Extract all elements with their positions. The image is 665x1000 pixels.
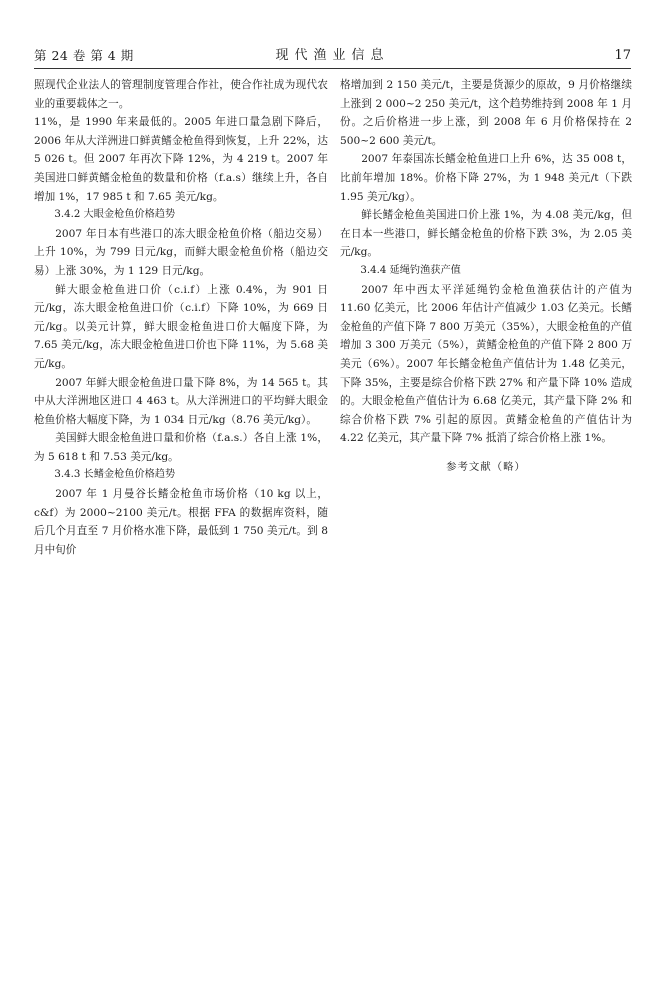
paragraph: 2007 年中西太平洋延绳钓金枪鱼渔获估计的产值为 11.60 亿美元，比 2006 年估计产值减少 1.03 亿美元。长鳍金枪鱼的产值下降 7 800 万美元（35%），大眼金枪鱼的产值增加 3 300 万美元（5%），黄鳍金枪鱼的产值下降 2 800 万美元（6%）。2007 年长鳍金枪鱼产值估计为 1.48 亿美元，下降 35%，主要是综合价格下跌 27% 和产量下降 10% 造成的。大眼金枪鱼产值估计为 6.68 亿美元，其产量下降 2% 和综合价格下跌 7% 引起的原因。黄鳍金枪鱼的产值估计为 4.22 亿美元，其产量下降 7% 抵消了综合价格上涨 1%。 bbox=[340, 283, 632, 445]
page-number: 17 bbox=[614, 48, 631, 63]
paragraph: 格增加到 2 150 美元/t，主要是货源少的原故，9 月价格继续上涨到 2 000~2 250 美元/t，这个趋势维持到 2008 年 1 月份。之后价格进一步上涨，到 2008 年 6 月价格保持在 2 500~2 600 美元/t。 bbox=[340, 79, 632, 147]
running-header bbox=[34, 46, 631, 66]
right-column bbox=[340, 76, 632, 476]
paragraph: 2007 年 1 月曼谷长鳍金枪鱼市场价格（10 kg 以上，c&f）为 2000~2100 美元/t。根据 FFA 的数据库资料，随后几个月直至 7 月价格水准下降，最低到 1 750 美元/t。到 8 月中旬价 bbox=[34, 488, 328, 556]
paragraph: 照现代企业法人的管理制度管理合作社，使合作社成为现代农业的重要载体之一。 bbox=[34, 79, 328, 110]
paragraph: 11%，是 1990 年来最低的。2005 年进口量急剧下降后，2006 年从大洋洲进口鲜黄鳍金枪鱼得到恢复，上升 22%，达 5 026 t。但 2007 年再次下降 12%，为 4 219 t。2007 年美国进口鲜黄鳍金枪鱼的数量和价格（f.a.s）继续上升，各自增加 1%，17 985 t 和 7.65 美元/kg。 bbox=[34, 116, 328, 203]
left-column bbox=[34, 76, 328, 559]
paragraph: 2007 年日本有些港口的冻大眼金枪鱼价格（船边交易）上升 10%，为 799 日元/kg，而鲜大眼金枪鱼价格（船边交易）上涨 30%，为 1 129 日元/kg。 bbox=[34, 227, 328, 277]
paragraph: 2007 年泰国冻长鳍金枪鱼进口上升 6%，达 35 008 t，比前年增加 18%。价格下降 27%，为 1 948 美元/t（下跌 1.95 美元/kg）。 bbox=[340, 153, 632, 203]
paragraph: 鲜长鳍金枪鱼美国进口价上涨 1%，为 4.08 美元/kg，但在日本一些港口，鲜长鳍金枪鱼的价格下跌 3%，为 2.05 美元/kg。 bbox=[340, 209, 632, 259]
section-heading-3-4-2: 3.4.2 大眼金枪鱼价格趋势 bbox=[54, 209, 176, 221]
paragraph: 鲜大眼金枪鱼进口价（c.i.f）上涨 0.4%，为 901 日元/kg，冻大眼金枪鱼进口价（c.i.f）下降 10%，为 669 日元/kg。以美元计算，鲜大眼金枪鱼进口价大幅度下降，为 7.65 美元/kg，冻大眼金枪鱼进口价也下降 11%，为 5.68 美元/kg。 bbox=[34, 283, 328, 370]
journal-title: 现代渔业信息 bbox=[275, 48, 390, 63]
references-note: 参考文献（略） bbox=[446, 460, 526, 473]
volume-issue: 第 24 卷 第 4 期 bbox=[34, 48, 134, 63]
paragraph: 美国鲜大眼金枪鱼进口量和价格（f.a.s.）各自上涨 1%，为 5 618 t 和 7.53 美元/kg。 bbox=[34, 432, 328, 463]
header-rule bbox=[34, 68, 631, 69]
paragraph: 2007 年鲜大眼金枪鱼进口量下降 8%，为 14 565 t。其中从大洋洲地区进口 4 463 t。从大洋洲进口的平均鲜大眼金枪鱼价格大幅度下降，为 1 034 日元/kg（8.76 美元/kg）。 bbox=[34, 376, 328, 426]
section-heading-3-4-3: 3.4.3 长鳍金枪鱼价格趋势 bbox=[54, 469, 176, 481]
section-heading-3-4-4: 3.4.4 延绳钓渔获产值 bbox=[360, 264, 461, 276]
